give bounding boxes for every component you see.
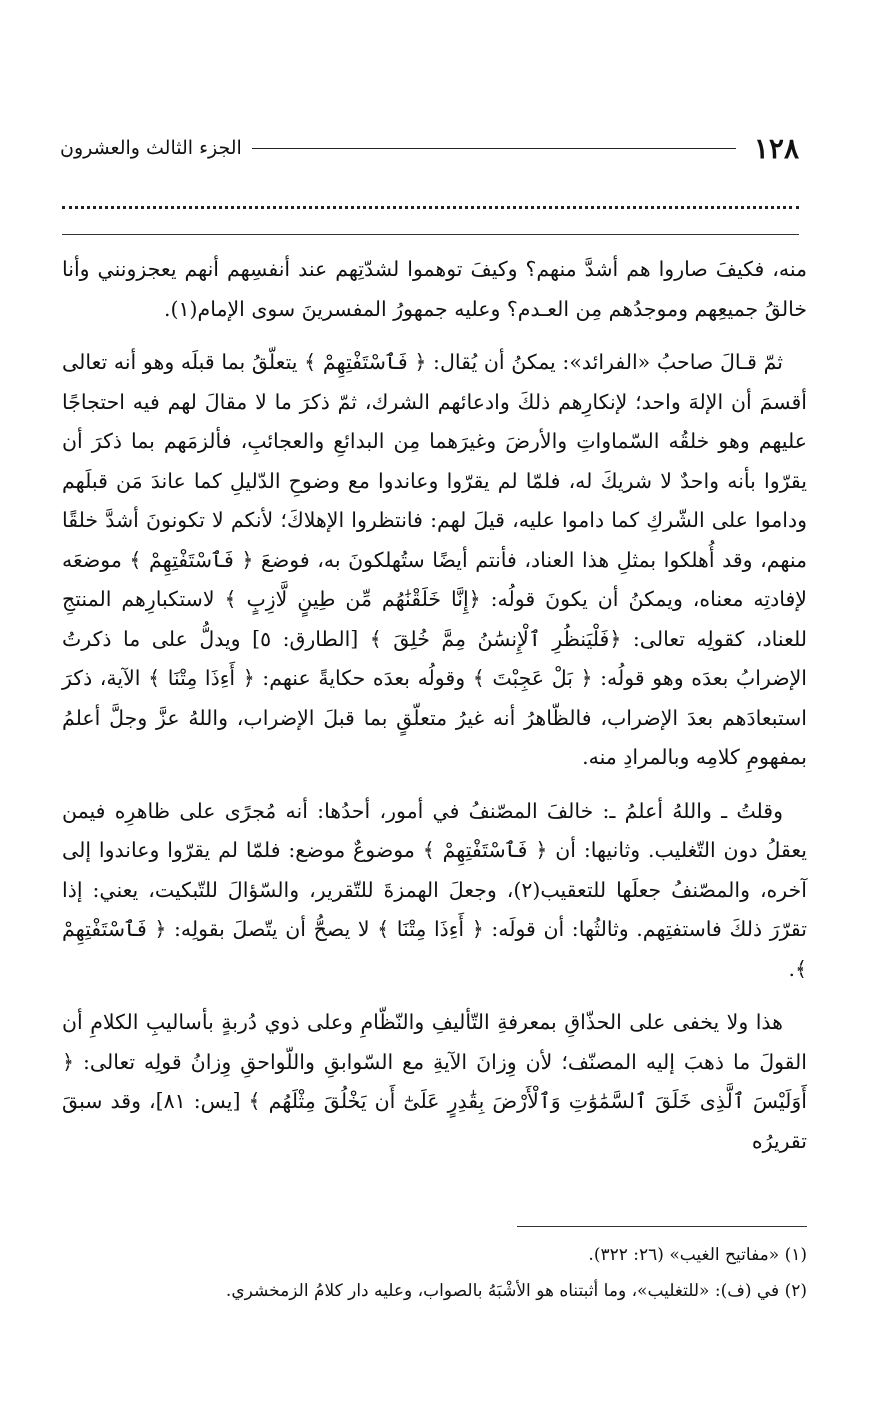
running-title: الجزء الثالث والعشرون (60, 137, 242, 159)
footnote-divider (517, 1226, 807, 1227)
paragraph: ثمّ قـالَ صاحبُ «الفرائد»: يمكنُ أن يُقال: ﴿ فَٱسْتَفْتِهِمْ ﴾ يتعلّقُ بما قبلَه وهو أنه تعالى أقسمَ أن الإلهَ واحد؛ لإنكارِهم ذلكَ وادعائهم الشرك، ثمّ ذكرَ ما لا مقالَ لهم فيه احتجاجًا عليهم وهو خلقُه السّماواتِ والأرضَ وغيرَهما مِن البدائعِ والعجائبِ، فألزمَهم بما ذكرَ أن يقرّوا بأنه واحدٌ لا شريكَ له، فلمّا لم يقرّوا وعاندوا مع وضوحِ الدّليلِ كما عاندَ مَن قبلَهم وداموا على الشّركِ كما داموا عليه، قيلَ لهم: فانتظروا الإهلاكَ؛ لأنكم لا تكونونَ أشدَّ خلقًا منهم، وقد أُهلكوا بمثلِ هذا العناد، فأنتم أيضًا ستُهلكونَ به، فوضعَ ﴿ فَٱسْتَفْتِهِمْ ﴾ موضعَه لإفادتِه معناه، ويمكنُ أن يكونَ قولُه: ﴿إِنَّا خَلَقْنَٰهُم مِّن طِينٍ لَّازِبٍ ﴾ لاستكبارِهم المنتجِ للعناد، كقولِه تعالى: ﴿فَلْيَنظُرِ ٱلْإِنسَٰنُ مِمَّ خُلِقَ ﴾ [الطارق: ٥] ويدلُّ على ما ذكرتُ الإضرابُ بعدَه وهو قولُه: ﴿ بَلْ عَجِبْتَ ﴾ وقولُه بعدَه حكايةً عنهم: ﴿ أَءِذَا مِتْنَا ﴾ الآية، ذكرَ استبعادَهم بعدَ الإضراب، فالظّاهرُ أنه غيرُ متعلّقٍ بما قبلَ الإضراب، واللهُ عزَّ وجلَّ أعلمُ بمفهومِ كلامِه وبالمرادِ منه. (62, 350, 807, 769)
paragraph: وقلتُ ـ واللهُ أعلمُ ـ: خالفَ المصّنفُ في أمور، أحدُها: أنه مُجرًى على ظاهرِه فيمن يعقلُ دون التّغليب. وثانيها: أن ﴿ فَٱسْتَفْتِهِمْ ﴾ موضوعٌ موضع: فلمّا لم يقرّوا وعاندوا إلى آخره، والمصّنفُ جعلَها للتعقيب(٢)، وجعلَ الهمزةَ للتّقرير، والسّؤالَ للتّبكيت، يعني: إذا تقرّرَ ذلكَ فاستفتِهم. وثالثُها: أن قولَه: ﴿ أَءِذَا مِتْنَا ﴾ لا يصحُّ أن يتّصلَ بقولِه: ﴿ فَٱسْتَفْتِهِمْ ﴾. (62, 798, 807, 981)
main-text (62, 250, 807, 1175)
header-rule (252, 148, 736, 149)
page-header (60, 128, 799, 168)
footnote: (١) «مفاتيح الغيب» (٢٦: ٣٢٢). (588, 1245, 807, 1265)
footnote: (٢) في (ف): «للتغليب»، وما أثبتناه هو الأشْبَهُ بالصواب، وعليه دار كلامُ الزمخشري. (225, 1281, 807, 1301)
dotted-divider (62, 206, 799, 209)
page-number: ١٢٨ (753, 131, 799, 165)
paragraph: هذا ولا يخفى على الحذّاقِ بمعرفةِ التّأليفِ والنّظّامِ وعلى ذوي دُربةٍ بأساليبِ الكلامِ أن القولَ ما ذهبَ إليه المصنّف؛ لأن وِزانَ الآيةِ مع السّوابقِ واللّواحقِ وِزانُ قولِه تعالى: ﴿ أَوَلَيْسَ ٱلَّذِى خَلَقَ ٱلسَّمَٰوَٰتِ وَٱلْأَرْضَ بِقَٰدِرٍ عَلَىٰٓ أَن يَخْلُقَ مِثْلَهُم ﴾ [يس: ٨١]، وقد سبقَ تقريرُه (62, 1010, 807, 1153)
footnotes (62, 1240, 807, 1312)
header-divider (62, 234, 799, 235)
paragraph: منه، فكيفَ صاروا هم أشدَّ منهم؟ وكيفَ توهموا لشدّتِهم عند أنفسِهم أنهم يعجزونني وأنا خالقُ جميعِهم وموجدُهم مِن العـدم؟ وعليه جمهورُ المفسرينَ سوى الإمام(١). (62, 257, 807, 321)
